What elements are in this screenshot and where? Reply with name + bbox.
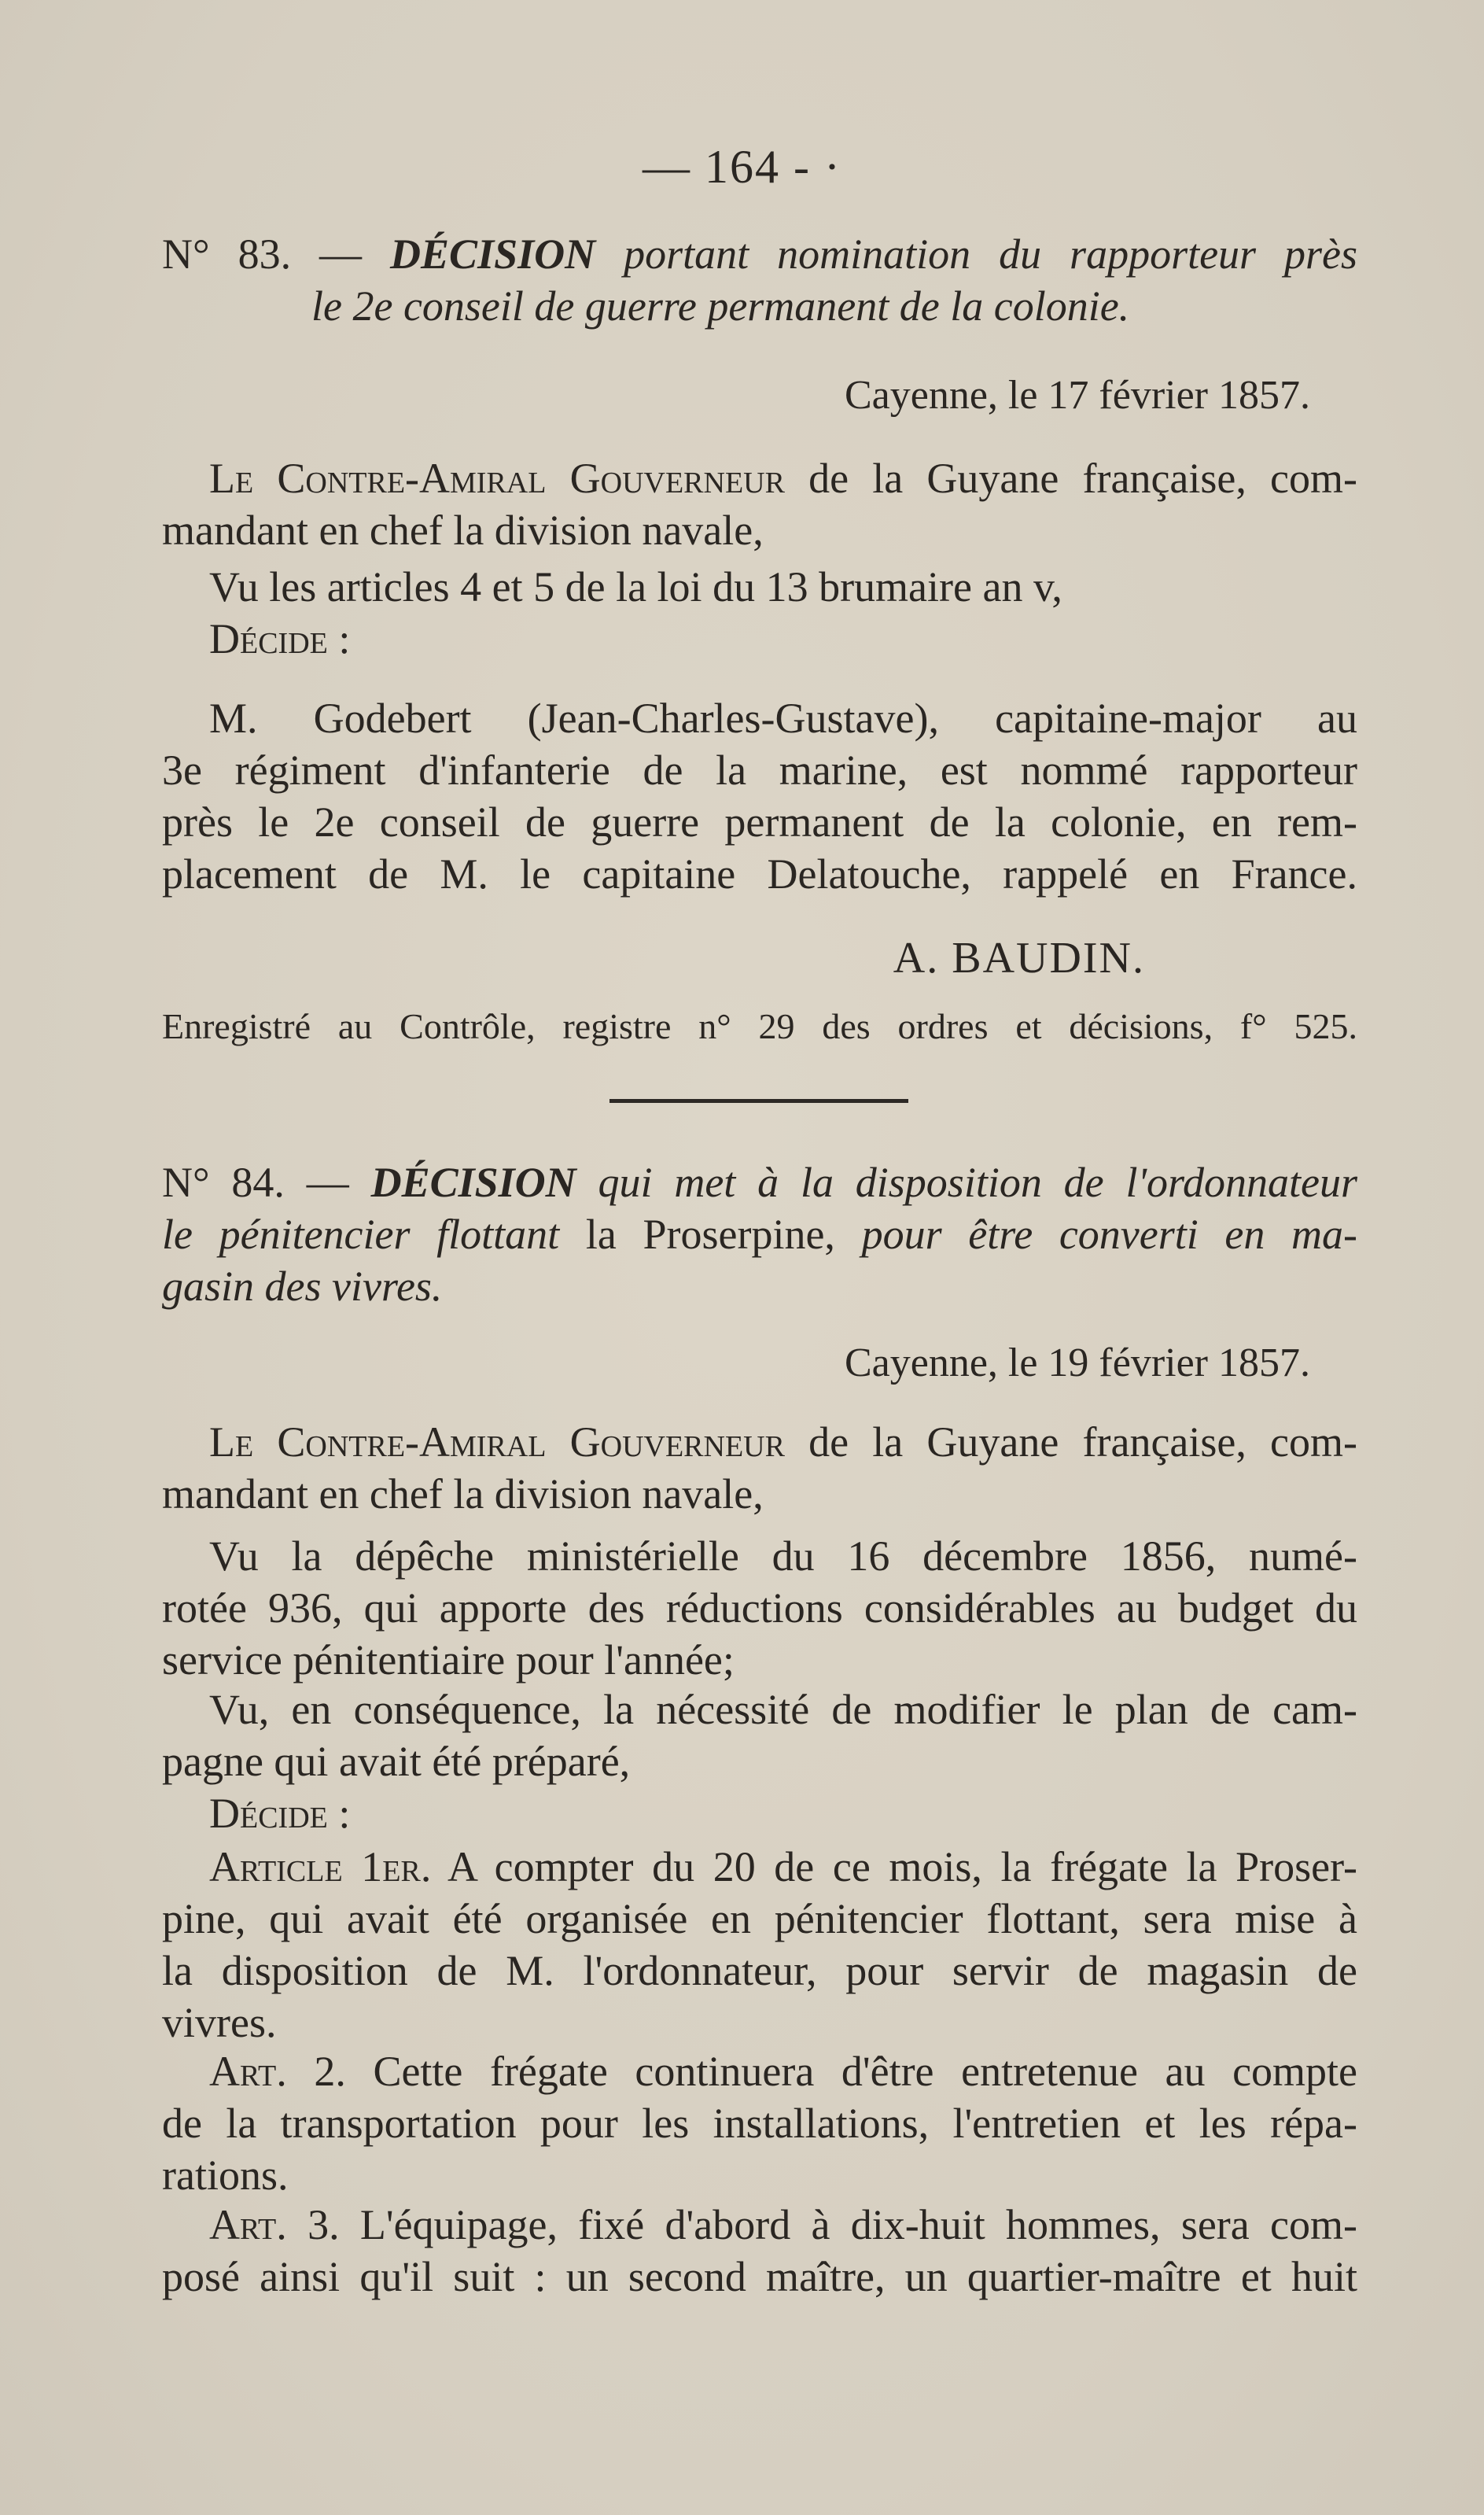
decision-number: N° 84. —: [162, 1159, 349, 1206]
decision-title-line2: le 2e conseil de guerre permanent de la colonie.: [311, 282, 1130, 330]
article-2: Art. 2. Cette frégate continuera d'être entretenue au compte de la transportation pour les installations, l'entretien et les répa- rations.: [162, 2048, 1358, 2199]
article-3: Art. 3. L'équipage, fixé d'abord à dix-huit hommes, sera com- posé ainsi qu'il suit : un second maître, un quartier-maître et huit: [162, 2201, 1358, 2300]
decision-83-heading: [162, 228, 1357, 332]
decision-title-line1: portant nomination du rapporteur près: [624, 230, 1358, 278]
page-number: — 164 - ·: [643, 141, 841, 193]
article-label: Art. 2.: [209, 2048, 346, 2095]
decide-label: Décide :: [209, 1790, 351, 1837]
decision-label: DÉCISION: [390, 230, 596, 278]
governor-title: Le Contre-Amiral Gouverneur: [209, 1418, 785, 1466]
article-label: Article 1er.: [209, 1843, 432, 1890]
decision-number: N° 83. —: [162, 230, 363, 278]
governor-title: Le Contre-Amiral Gouverneur: [209, 455, 785, 502]
decision-84-heading: N° 84. — DÉCISION qui met à la disposition de l'ordonnateur le pénitencier flottant la Proserpine, pour être converti en ma- gasin des vivres.: [162, 1159, 1358, 1310]
decision-83-date: Cayenne, le 17 février 1857.: [844, 373, 1310, 418]
decision-label: DÉCISION: [370, 1159, 576, 1206]
decision-83-signature: A. BAUDIN.: [893, 934, 1145, 983]
decision-84-vu2: Vu, en conséquence, la nécessité de modifier le plan de cam- pagne qui avait été préparé, Décide :: [162, 1683, 1357, 1839]
article-label: Art. 3.: [209, 2201, 340, 2248]
decision-84-date: Cayenne, le 19 février 1857.: [844, 1340, 1310, 1385]
article-1: Article 1er. A compter du 20 de ce mois, la frégate la Proser- pine, qui avait été organisée en pénitencier flottant, sera mise à la disposition de M. l'ordonnateur, pour servir de magasin de vivres.: [162, 1843, 1357, 2046]
decide-label: Décide :: [209, 615, 351, 662]
decision-83-preamble: Le Contre-Amiral Gouverneur de la Guyane française, com- mandant en chef la division navale, Vu les articles 4 et 5 de la loi du 13 brumaire an v, Décide :: [162, 452, 1357, 665]
section-divider: [609, 1099, 908, 1103]
decision-83-body: M. Godebert (Jean-Charles-Gustave), capitaine-major au 3e régiment d'infanterie de la marine, est nommé rapporteur près le 2e conseil de guerre permanent de la colonie, en rem- placement de M. le capitaine Delatouche, rappelé en France.: [162, 695, 1357, 898]
decision-83-registration: Enregistré au Contrôle, registre n° 29 des ordres et décisions, f° 525.: [162, 1006, 1357, 1046]
vu-clause: Vu les articles 4 et 5 de la loi du 13 brumaire an v,: [209, 563, 1062, 610]
decision-84-vu1: Vu la dépêche ministérielle du 16 décembre 1856, numé- rotée 936, qui apporte des réductions considérables au budget du service pénitentiaire pour l'année;: [162, 1532, 1357, 1683]
decision-84-preamble: Le Contre-Amiral Gouverneur de la Guyane française, com- mandant en chef la division navale,: [162, 1418, 1357, 1517]
